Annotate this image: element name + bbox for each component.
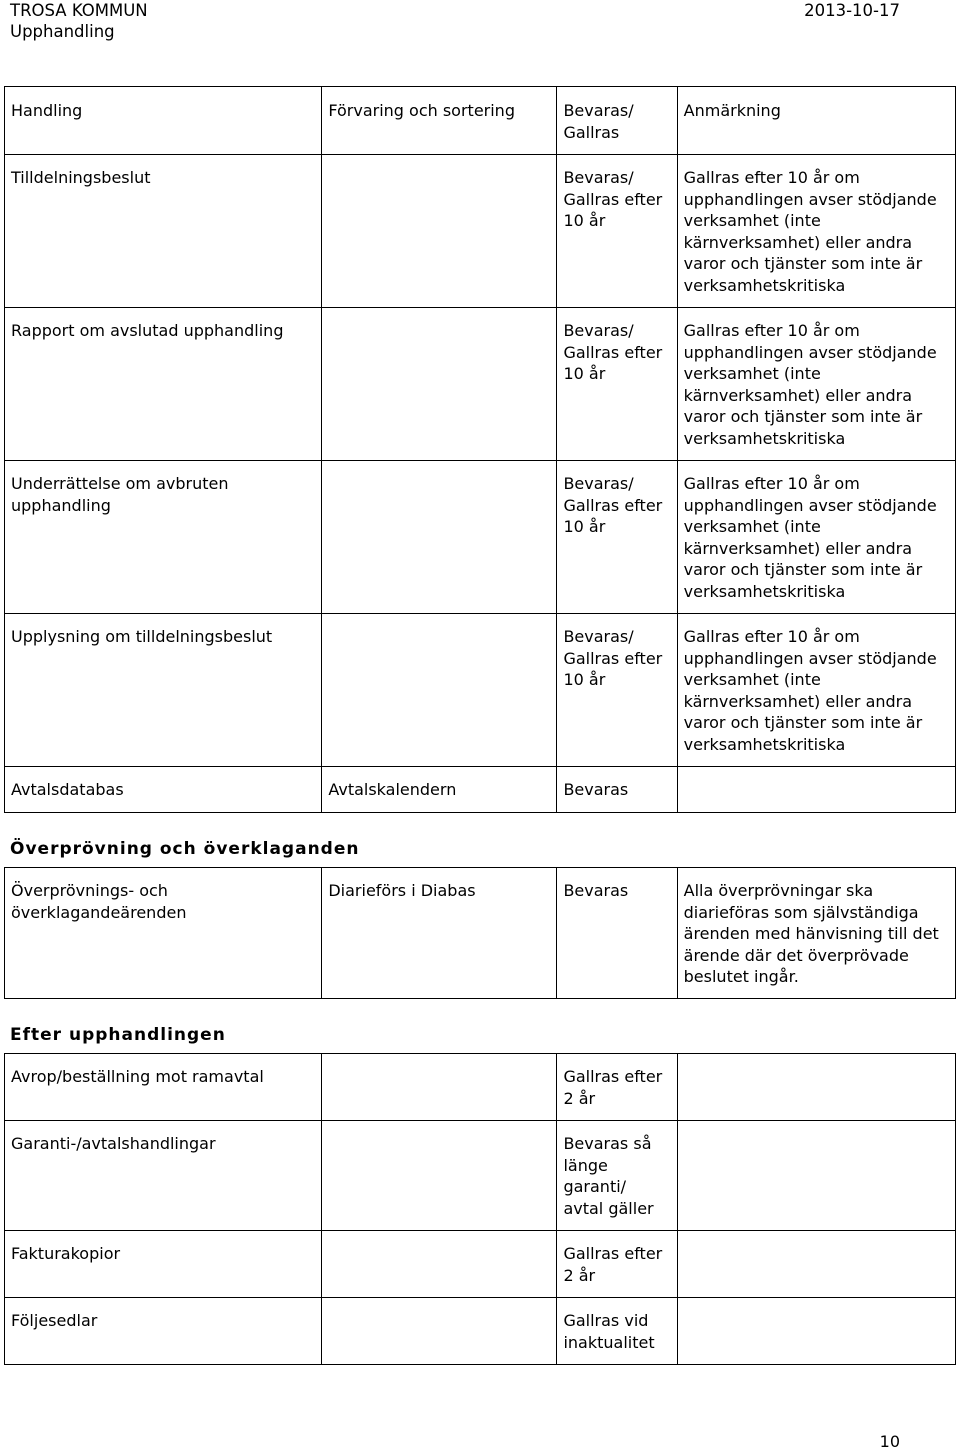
cell-forvaring: Diarieförs i Diabas <box>322 868 557 999</box>
table-row <box>5 767 956 813</box>
page-number: 10 <box>879 1432 900 1451</box>
cell-bevaras: Bevaras så länge garanti/ avtal gäller <box>557 1121 677 1231</box>
cell-forvaring <box>322 155 557 308</box>
cell-bevaras: Gallras efter 2 år <box>557 1054 677 1121</box>
cell-handling: Underrättelse om avbruten upphandling <box>5 461 322 614</box>
document-date: 2013-10-17 <box>804 1 900 20</box>
cell-forvaring <box>322 308 557 461</box>
column-header-forvaring: Förvaring och sortering <box>322 87 557 155</box>
cell-anmarkning <box>677 1298 955 1365</box>
cell-handling: Avrop/beställning mot ramavtal <box>5 1054 322 1121</box>
cell-forvaring <box>322 461 557 614</box>
table-row <box>5 1054 956 1121</box>
table-row <box>5 308 956 461</box>
cell-forvaring <box>322 1231 557 1298</box>
column-header-bevaras: Bevaras/ Gallras <box>557 87 677 155</box>
cell-bevaras: Bevaras/ Gallras efter 10 år <box>557 461 677 614</box>
cell-handling: Garanti-/avtalshandlingar <box>5 1121 322 1231</box>
cell-forvaring <box>322 1121 557 1231</box>
cell-anmarkning: Gallras efter 10 år om upphandlingen avser stödjande verksamhet (inte kärnverksamhet) eller andra varor och tjänster som inte är verksamhetskritiska <box>677 155 955 308</box>
cell-handling: Avtalsdatabas <box>5 767 322 813</box>
section-title-overprovning: Överprövning och överklaganden <box>10 839 360 859</box>
cell-bevaras: Bevaras/ Gallras efter 10 år <box>557 614 677 767</box>
table-row <box>5 1298 956 1365</box>
cell-anmarkning: Alla överprövningar ska diarieföras som självständiga ärenden med hänvisning till det ärende där det överprövade beslutet ingår. <box>677 868 955 999</box>
table-header-row <box>5 87 956 155</box>
cell-anmarkning <box>677 1231 955 1298</box>
column-header-anmarkning: Anmärkning <box>677 87 955 155</box>
cell-anmarkning <box>677 1121 955 1231</box>
document-subtitle: Upphandling <box>10 22 115 41</box>
cell-bevaras: Gallras vid inaktualitet <box>557 1298 677 1365</box>
section-title-efter-upphandlingen: Efter upphandlingen <box>10 1025 226 1045</box>
cell-bevaras: Gallras efter 2 år <box>557 1231 677 1298</box>
cell-anmarkning <box>677 767 955 813</box>
cell-bevaras: Bevaras/ Gallras efter 10 år <box>557 308 677 461</box>
archive-table <box>4 86 956 813</box>
cell-anmarkning: Gallras efter 10 år om upphandlingen avser stödjande verksamhet (inte kärnverksamhet) eller andra varor och tjänster som inte är verksamhetskritiska <box>677 614 955 767</box>
table-row <box>5 614 956 767</box>
cell-bevaras: Bevaras <box>557 767 677 813</box>
cell-handling: Följesedlar <box>5 1298 322 1365</box>
table-row <box>5 868 956 999</box>
cell-forvaring <box>322 1054 557 1121</box>
table-row <box>5 155 956 308</box>
table-row <box>5 1121 956 1231</box>
cell-handling: Överprövnings- och överklagandeärenden <box>5 868 322 999</box>
cell-anmarkning: Gallras efter 10 år om upphandlingen avser stödjande verksamhet (inte kärnverksamhet) eller andra varor och tjänster som inte är verksamhetskritiska <box>677 461 955 614</box>
cell-anmarkning <box>677 1054 955 1121</box>
table-row <box>5 1231 956 1298</box>
cell-handling: Tilldelningsbeslut <box>5 155 322 308</box>
cell-forvaring <box>322 1298 557 1365</box>
cell-forvaring: Avtalskalendern <box>322 767 557 813</box>
table-row <box>5 461 956 614</box>
efter-upphandlingen-table <box>4 1053 956 1365</box>
cell-bevaras: Bevaras <box>557 868 677 999</box>
cell-handling: Upplysning om tilldelningsbeslut <box>5 614 322 767</box>
cell-handling: Rapport om avslutad upphandling <box>5 308 322 461</box>
overprovning-table <box>4 867 956 999</box>
cell-anmarkning: Gallras efter 10 år om upphandlingen avser stödjande verksamhet (inte kärnverksamhet) eller andra varor och tjänster som inte är verksamhetskritiska <box>677 308 955 461</box>
column-header-handling: Handling <box>5 87 322 155</box>
cell-handling: Fakturakopior <box>5 1231 322 1298</box>
cell-forvaring <box>322 614 557 767</box>
cell-bevaras: Bevaras/ Gallras efter 10 år <box>557 155 677 308</box>
organization-name: TROSA KOMMUN <box>10 1 148 20</box>
page-header <box>10 0 900 44</box>
